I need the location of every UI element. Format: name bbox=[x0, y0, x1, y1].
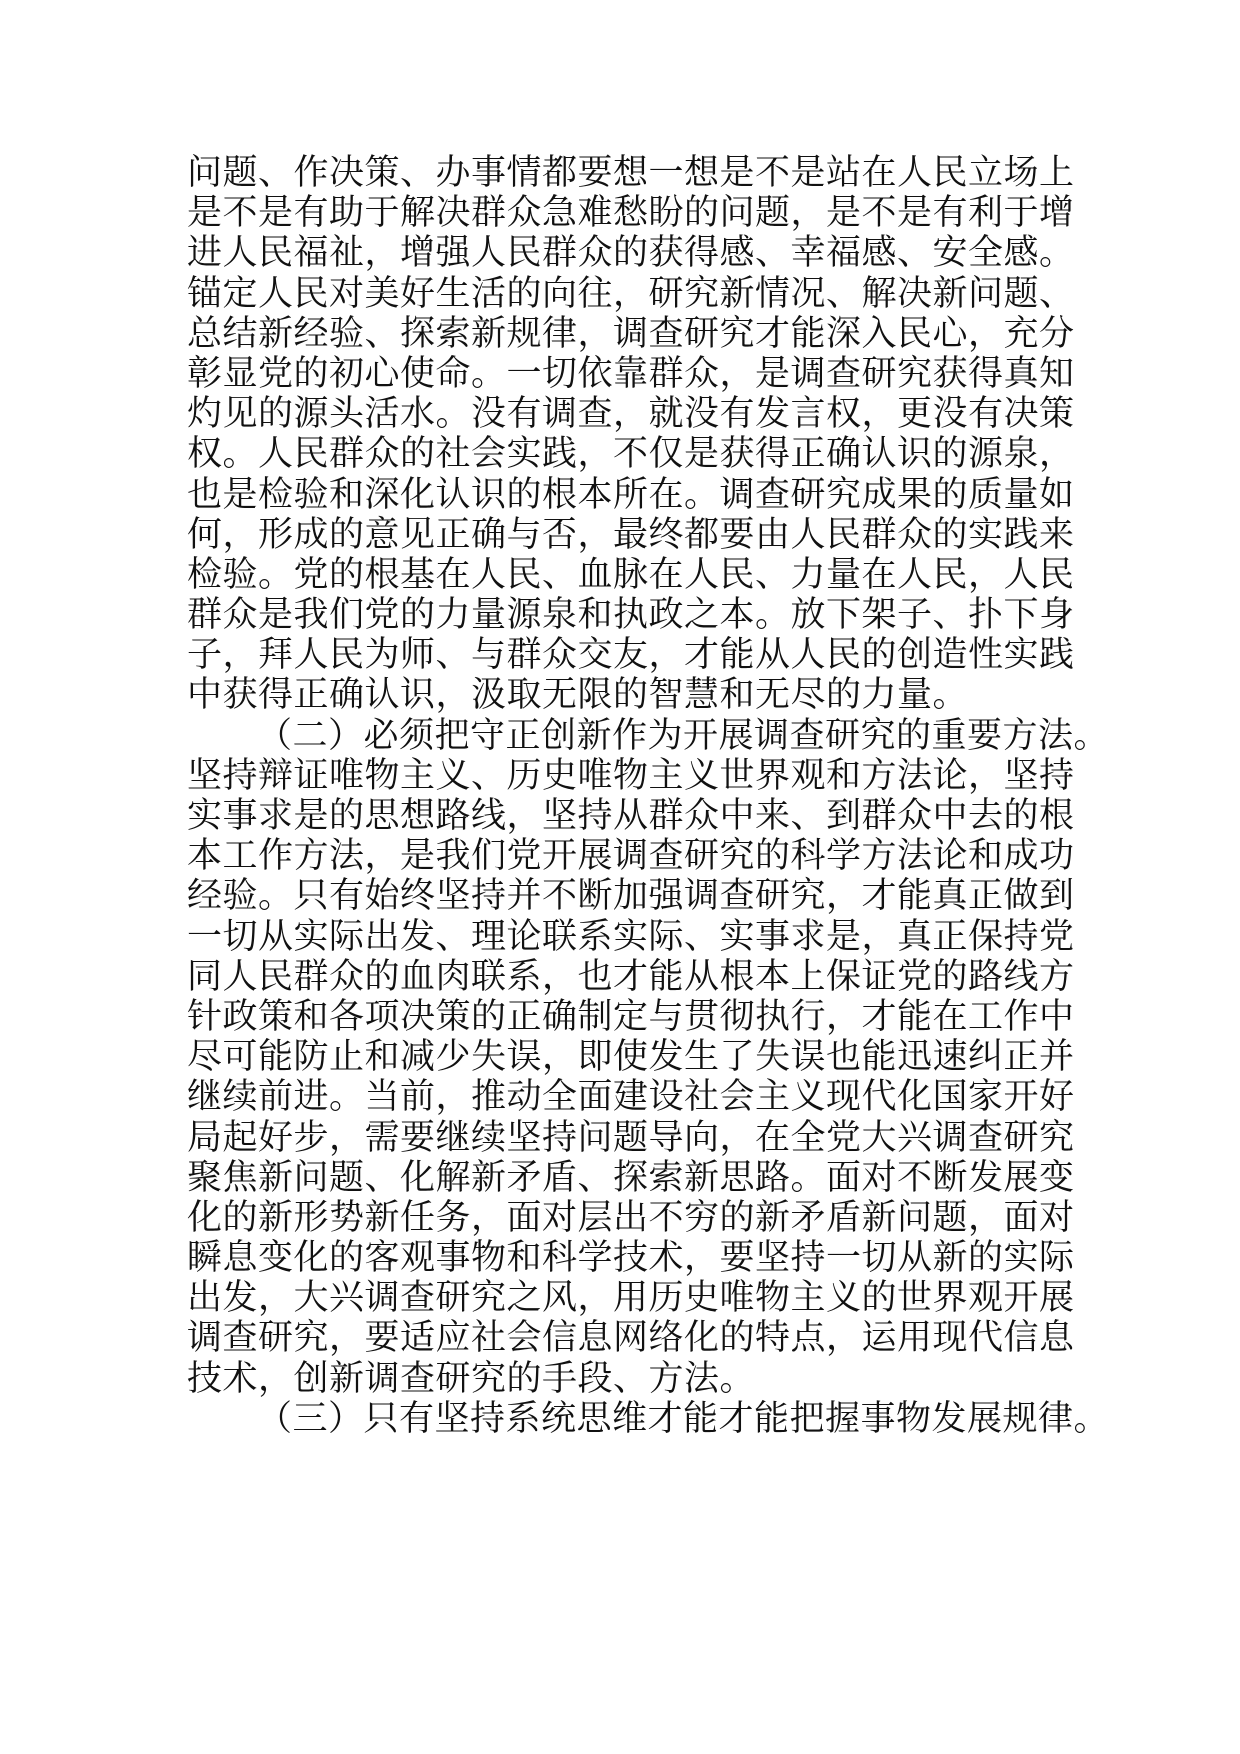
text-line: 瞬息变化的客观事物和科学技术，要坚持一切从新的实际 bbox=[187, 1238, 1075, 1279]
text-line: 出发，大兴调查研究之风，用历史唯物主义的世界观开展 bbox=[187, 1278, 1075, 1319]
text-line: 坚持辩证唯物主义、历史唯物主义世界观和方法论，坚持 bbox=[187, 755, 1075, 796]
text-line: 尽可能防止和减少失误，即使发生了失误也能迅速纠正并 bbox=[187, 1037, 1075, 1078]
text-line: 灼见的源头活水。没有调查，就没有发言权，更没有决策 bbox=[187, 394, 1075, 435]
text-line: 本工作方法，是我们党开展调查研究的科学方法论和成功 bbox=[187, 836, 1075, 877]
text-line: 针政策和各项决策的正确制定与贯彻执行，才能在工作中 bbox=[187, 996, 1075, 1037]
text-line: 一切从实际出发、理论联系实际、实事求是，真正保持党 bbox=[187, 916, 1075, 957]
text-line: 问题、作决策、办事情都要想一想是不是站在人民立场上 bbox=[187, 153, 1075, 193]
text-line: 技术，创新调查研究的手段、方法。 bbox=[187, 1358, 756, 1399]
text-line: 聚焦新问题、化解新矛盾、探索新思路。面对不断发展变 bbox=[187, 1157, 1075, 1198]
text-line: 群众是我们党的力量源泉和执政之本。放下架子、扑下身 bbox=[187, 595, 1075, 636]
text-line: 是不是有助于解决群众急难愁盼的问题，是不是有利于增 bbox=[187, 193, 1075, 234]
text-line: 化的新形势新任务，面对层出不穷的新矛盾新问题，面对 bbox=[187, 1197, 1075, 1238]
text-line: 调查研究，要适应社会信息网络化的特点，运用现代信息 bbox=[187, 1318, 1075, 1359]
section-heading-3: （三）只有坚持系统思维才能才能把握事物发展规律。 bbox=[257, 1398, 1110, 1439]
body-text bbox=[187, 153, 1110, 1439]
text-line: 经验。只有始终坚持并不断加强调查研究，才能真正做到 bbox=[187, 876, 1075, 917]
text-line: 锚定人民对美好生活的向往，研究新情况、解决新问题、 bbox=[187, 273, 1075, 314]
text-line: 子，拜人民为师、与群众交友，才能从人民的创造性实践 bbox=[187, 635, 1075, 676]
text-line: 也是检验和深化认识的根本所在。调查研究成果的质量如 bbox=[187, 474, 1075, 515]
text-line: 继续前进。当前，推动全面建设社会主义现代化国家开好 bbox=[187, 1077, 1075, 1118]
text-line: 中获得正确认识，汲取无限的智慧和无尽的力量。 bbox=[187, 675, 969, 716]
section-heading-2: （二）必须把守正创新作为开展调查研究的重要方法。 bbox=[257, 715, 1110, 756]
text-line: 何，形成的意见正确与否，最终都要由人民群众的实践来 bbox=[187, 514, 1075, 555]
text-line: 实事求是的思想路线，坚持从群众中来、到群众中去的根 bbox=[187, 796, 1075, 836]
text-line: 检验。党的根基在人民、血脉在人民、力量在人民，人民 bbox=[187, 554, 1075, 595]
text-line: 彰显党的初心使命。一切依靠群众，是调查研究获得真知 bbox=[187, 353, 1075, 394]
text-line: 局起好步，需要继续坚持问题导向，在全党大兴调查研究 bbox=[187, 1117, 1075, 1158]
text-line: 同人民群众的血肉联系，也才能从根本上保证党的路线方 bbox=[187, 956, 1075, 997]
text-line: 总结新经验、探索新规律，调查研究才能深入民心，充分 bbox=[187, 313, 1075, 354]
text-line: 进人民福祉，增强人民群众的获得感、幸福感、安全感。 bbox=[187, 233, 1075, 274]
text-line: 权。人民群众的社会实践，不仅是获得正确认识的源泉， bbox=[187, 434, 1075, 475]
